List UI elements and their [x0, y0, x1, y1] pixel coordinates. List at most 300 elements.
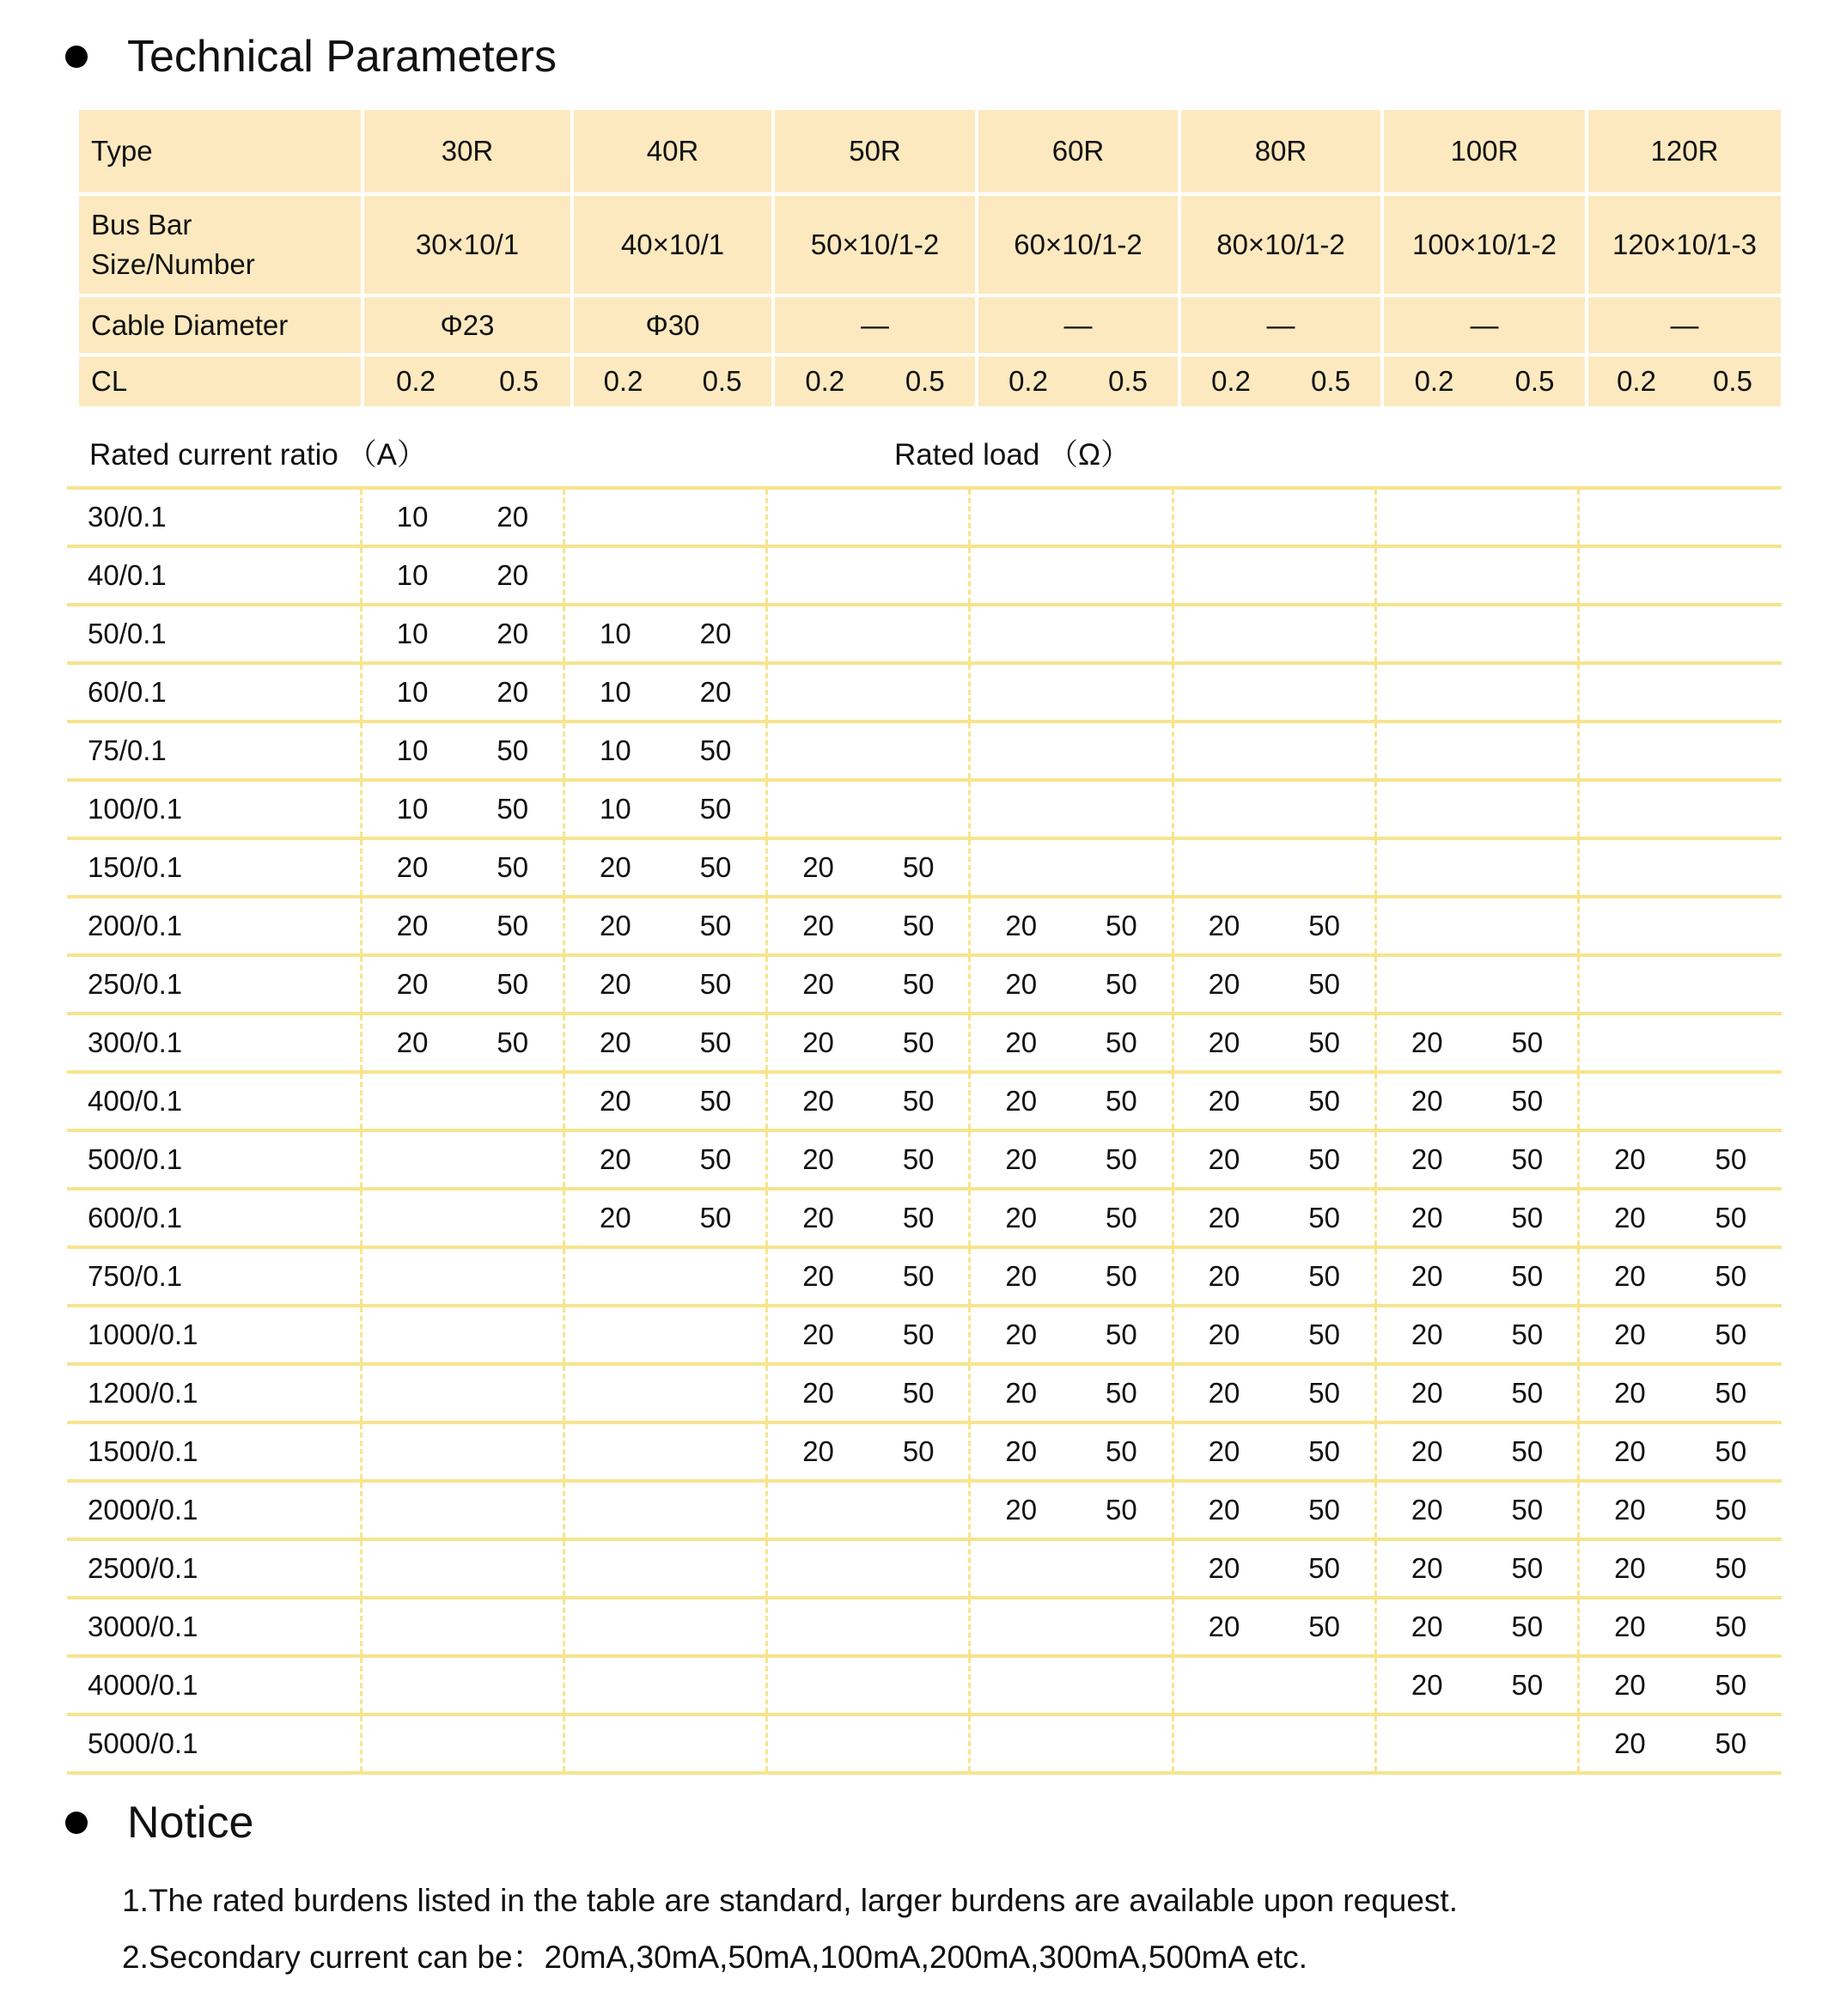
- cl-value: 0.5: [1713, 365, 1752, 397]
- load-cell: [1071, 780, 1173, 838]
- load-cell: [1375, 663, 1477, 722]
- load-cell: [1071, 1715, 1173, 1773]
- cl-label: CL: [77, 355, 363, 408]
- load-cell: 50: [1478, 1422, 1579, 1481]
- cl-value: 0.5: [905, 365, 945, 397]
- load-cell: [1274, 605, 1375, 663]
- load-cell: 10: [361, 605, 462, 663]
- load-cell: [1173, 838, 1274, 897]
- load-cell: [361, 1189, 462, 1247]
- load-cell: [1579, 546, 1680, 605]
- busbar-label-line2: Size/Number: [91, 248, 255, 280]
- load-cell: 20: [970, 1422, 1071, 1481]
- cl-row: [77, 355, 1782, 408]
- cl-value: 0.2: [1008, 365, 1048, 397]
- load-cell: [1173, 488, 1274, 546]
- load-cell: [1071, 1656, 1173, 1715]
- ratio-cell: 300/0.1: [67, 1014, 361, 1072]
- load-cell: 50: [1274, 1422, 1375, 1481]
- load-cell: [1478, 780, 1579, 838]
- load-cell: [970, 605, 1071, 663]
- load-cell: [1579, 488, 1680, 546]
- load-cell: 20: [970, 897, 1071, 955]
- load-cell: 50: [1680, 1656, 1782, 1715]
- load-cell: 20: [1173, 1189, 1274, 1247]
- ratio-cell: 150/0.1: [67, 838, 361, 897]
- cl-value: 0.2: [1617, 365, 1656, 397]
- load-cell: 20: [1579, 1715, 1680, 1773]
- table-row: [67, 1715, 1782, 1773]
- ratio-cell: 1000/0.1: [67, 1306, 361, 1364]
- load-cell: 50: [1274, 1189, 1375, 1247]
- load-cell: [1274, 722, 1375, 780]
- load-cell: 50: [1274, 1072, 1375, 1130]
- load-cell: [970, 1598, 1071, 1656]
- notice-heading: [65, 1797, 253, 1849]
- load-cell: [1071, 1598, 1173, 1656]
- load-cell: 50: [1680, 1306, 1782, 1364]
- cl-cell: [1382, 355, 1587, 408]
- cl-cell: [1587, 355, 1782, 408]
- cable-cell: Φ23: [363, 295, 572, 355]
- ratio-cell: 30/0.1: [67, 488, 361, 546]
- cl-value: 0.2: [805, 365, 845, 397]
- cable-cell: —: [1382, 295, 1587, 355]
- load-cell: [970, 663, 1071, 722]
- load-cell: [1680, 838, 1782, 897]
- load-cell: 20: [1173, 1306, 1274, 1364]
- load-cell: [1478, 897, 1579, 955]
- load-cell: [564, 1598, 666, 1656]
- load-cell: [1680, 955, 1782, 1014]
- load-cell: [1680, 722, 1782, 780]
- load-cell: 20: [666, 663, 767, 722]
- load-cell: [1680, 1072, 1782, 1130]
- load-cell: [1478, 546, 1579, 605]
- load-cell: 50: [868, 1014, 970, 1072]
- cl-value: 0.2: [1211, 365, 1251, 397]
- busbar-cell: 120×10/1-3: [1587, 194, 1782, 295]
- technical-parameters-heading: [65, 31, 557, 82]
- table-row: [67, 1481, 1782, 1539]
- load-cell: [970, 780, 1071, 838]
- load-cell: [1071, 1539, 1173, 1598]
- type-cell: 40R: [572, 108, 773, 194]
- table-row: [67, 546, 1782, 605]
- load-cell: [462, 1481, 564, 1539]
- load-cell: 50: [1071, 1422, 1173, 1481]
- load-cell: 50: [1071, 1247, 1173, 1306]
- cable-row: [77, 295, 1782, 355]
- load-cell: [361, 1072, 462, 1130]
- load-cell: 50: [462, 955, 564, 1014]
- load-cell: 20: [970, 1072, 1071, 1130]
- load-cell: [1173, 722, 1274, 780]
- cable-cell: Φ30: [572, 295, 773, 355]
- load-cell: 50: [666, 1189, 767, 1247]
- load-cell: [970, 722, 1071, 780]
- load-cell: 50: [1478, 1481, 1579, 1539]
- load-cell: [666, 1715, 767, 1773]
- load-cell: 20: [564, 1189, 666, 1247]
- load-cell: [462, 1539, 564, 1598]
- load-cell: 50: [1071, 1072, 1173, 1130]
- load-cell: 20: [1579, 1656, 1680, 1715]
- load-cell: 50: [1478, 1598, 1579, 1656]
- load-cell: [767, 1598, 868, 1656]
- load-cell: 20: [462, 605, 564, 663]
- section-title: Notice: [127, 1798, 254, 1848]
- load-cell: [1375, 1715, 1477, 1773]
- load-cell: [868, 722, 970, 780]
- cable-cell: —: [1179, 295, 1382, 355]
- load-cell: 20: [767, 838, 868, 897]
- ratio-cell: 1500/0.1: [67, 1422, 361, 1481]
- load-cell: [970, 838, 1071, 897]
- type-cell: 60R: [977, 108, 1179, 194]
- load-cell: 50: [1478, 1306, 1579, 1364]
- cl-cell: [977, 355, 1179, 408]
- load-cell: [1579, 897, 1680, 955]
- type-cell: 80R: [1179, 108, 1382, 194]
- load-cell: [1173, 1656, 1274, 1715]
- load-cell: [1375, 838, 1477, 897]
- load-cell: [462, 1130, 564, 1189]
- cl-value: 0.5: [1311, 365, 1350, 397]
- load-cell: [462, 1364, 564, 1422]
- table-row: [67, 1247, 1782, 1306]
- load-cell: 20: [970, 1130, 1071, 1189]
- load-cell: 50: [1680, 1364, 1782, 1422]
- load-cell: 50: [462, 780, 564, 838]
- ratio-cell: 100/0.1: [67, 780, 361, 838]
- load-cell: [1071, 722, 1173, 780]
- load-cell: 20: [767, 1364, 868, 1422]
- load-cell: [868, 1715, 970, 1773]
- load-cell: [1274, 838, 1375, 897]
- table-row: [67, 1130, 1782, 1189]
- rated-load-table: [67, 486, 1782, 1775]
- load-cell: 50: [666, 1072, 767, 1130]
- load-cell: 20: [666, 605, 767, 663]
- load-cell: 50: [868, 1247, 970, 1306]
- load-cell: [361, 1306, 462, 1364]
- load-cell: [666, 1481, 767, 1539]
- load-cell: [1579, 1072, 1680, 1130]
- load-cell: 50: [1680, 1130, 1782, 1189]
- table-row: [67, 1539, 1782, 1598]
- cl-cell: [363, 355, 572, 408]
- table-row: [67, 605, 1782, 663]
- cl-value: 0.2: [603, 365, 643, 397]
- load-cell: [970, 488, 1071, 546]
- load-cell: 20: [1375, 1306, 1477, 1364]
- notice-list: [122, 1873, 1458, 1986]
- load-cell: 20: [970, 1306, 1071, 1364]
- load-cell: 50: [666, 1130, 767, 1189]
- spec-table: [76, 107, 1784, 410]
- load-cell: 20: [1173, 897, 1274, 955]
- cable-cell: —: [977, 295, 1179, 355]
- load-cell: [1274, 1656, 1375, 1715]
- load-cell: [666, 1306, 767, 1364]
- table-row: [67, 1072, 1782, 1130]
- load-cell: 20: [970, 1247, 1071, 1306]
- load-cell: 50: [666, 897, 767, 955]
- load-cell: 50: [868, 955, 970, 1014]
- load-cell: 20: [1173, 1481, 1274, 1539]
- bullet-icon: [65, 46, 88, 68]
- load-cell: [1071, 663, 1173, 722]
- load-cell: 50: [1478, 1189, 1579, 1247]
- load-cell: [1579, 663, 1680, 722]
- load-column-header: Rated load （Ω）: [894, 438, 1131, 472]
- section-title: Technical Parameters: [127, 32, 557, 82]
- load-cell: 20: [1375, 1130, 1477, 1189]
- load-cell: [361, 1364, 462, 1422]
- load-cell: 20: [1173, 1130, 1274, 1189]
- load-cell: 50: [666, 838, 767, 897]
- load-cell: [767, 546, 868, 605]
- ratio-cell: 1200/0.1: [67, 1364, 361, 1422]
- load-cell: [868, 1656, 970, 1715]
- load-cell: [462, 1306, 564, 1364]
- load-cell: 50: [868, 1130, 970, 1189]
- load-cell: [1680, 780, 1782, 838]
- cl-value: 0.2: [1414, 365, 1454, 397]
- cl-cell: [572, 355, 773, 408]
- load-cell: 20: [1173, 1072, 1274, 1130]
- ratio-cell: 3000/0.1: [67, 1598, 361, 1656]
- ratio-cell: 600/0.1: [67, 1189, 361, 1247]
- load-cell: 20: [1579, 1189, 1680, 1247]
- type-cell: 120R: [1587, 108, 1782, 194]
- load-cell: 20: [1579, 1422, 1680, 1481]
- load-cell: 10: [361, 546, 462, 605]
- load-cell: 50: [1071, 1306, 1173, 1364]
- load-cell: 20: [767, 1422, 868, 1481]
- load-cell: 10: [361, 488, 462, 546]
- load-cell: [564, 546, 666, 605]
- load-cell: 20: [361, 897, 462, 955]
- load-cell: [361, 1598, 462, 1656]
- load-cell: [767, 663, 868, 722]
- table-row: [67, 722, 1782, 780]
- load-cell: [1478, 722, 1579, 780]
- load-cell: 10: [361, 722, 462, 780]
- load-cell: 10: [564, 605, 666, 663]
- table-row: [67, 780, 1782, 838]
- load-cell: [361, 1247, 462, 1306]
- load-cell: [868, 546, 970, 605]
- load-cell: 20: [970, 955, 1071, 1014]
- cl-value: 0.5: [1108, 365, 1148, 397]
- load-cell: 50: [1274, 1598, 1375, 1656]
- load-cell: 20: [1173, 1014, 1274, 1072]
- load-cell: 50: [1274, 1539, 1375, 1598]
- load-cell: 50: [462, 838, 564, 897]
- load-cell: 50: [1478, 1014, 1579, 1072]
- busbar-cell: 40×10/1: [572, 194, 773, 295]
- ratio-cell: 4000/0.1: [67, 1656, 361, 1715]
- load-cell: 50: [1274, 955, 1375, 1014]
- load-cell: [564, 1539, 666, 1598]
- load-cell: 20: [767, 1189, 868, 1247]
- load-cell: 50: [868, 1306, 970, 1364]
- load-cell: 50: [868, 838, 970, 897]
- load-cell: 20: [1375, 1539, 1477, 1598]
- load-cell: 20: [564, 838, 666, 897]
- load-cell: [564, 1247, 666, 1306]
- load-cell: 50: [1478, 1656, 1579, 1715]
- load-cell: [767, 722, 868, 780]
- load-cell: 50: [1680, 1539, 1782, 1598]
- load-cell: [666, 546, 767, 605]
- load-cell: 20: [564, 897, 666, 955]
- load-cell: 50: [1680, 1598, 1782, 1656]
- busbar-cell: 80×10/1-2: [1179, 194, 1382, 295]
- load-cell: [1071, 838, 1173, 897]
- load-cell: 20: [767, 955, 868, 1014]
- load-cell: 20: [970, 1481, 1071, 1539]
- load-cell: 20: [1173, 1422, 1274, 1481]
- load-cell: 20: [1375, 1598, 1477, 1656]
- load-cell: [1680, 897, 1782, 955]
- notice-item: 2.Secondary current can be：20mA,30mA,50mA,100mA,200mA,300mA,500mA etc.: [122, 1940, 1308, 1975]
- table-row: [67, 838, 1782, 897]
- load-cell: [1478, 605, 1579, 663]
- load-cell: 20: [1173, 955, 1274, 1014]
- load-cell: 50: [1274, 1364, 1375, 1422]
- load-cell: 20: [564, 1072, 666, 1130]
- table-row: [67, 1306, 1782, 1364]
- table-row: [67, 897, 1782, 955]
- cl-value: 0.5: [499, 365, 539, 397]
- load-cell: 50: [1680, 1422, 1782, 1481]
- load-cell: [1173, 663, 1274, 722]
- load-cell: [1375, 605, 1477, 663]
- load-cell: [564, 1481, 666, 1539]
- ratio-cell: 2500/0.1: [67, 1539, 361, 1598]
- load-cell: [666, 1422, 767, 1481]
- load-cell: 50: [1680, 1481, 1782, 1539]
- load-cell: 20: [1375, 1422, 1477, 1481]
- load-cell: 20: [462, 546, 564, 605]
- load-cell: 50: [1478, 1072, 1579, 1130]
- load-cell: 50: [462, 1014, 564, 1072]
- table-row: [67, 1656, 1782, 1715]
- load-cell: [666, 1539, 767, 1598]
- load-cell: 20: [1579, 1364, 1680, 1422]
- ratio-cell: 500/0.1: [67, 1130, 361, 1189]
- load-cell: [1375, 897, 1477, 955]
- load-cell: 20: [1579, 1481, 1680, 1539]
- load-cell: 20: [1579, 1247, 1680, 1306]
- load-cell: [564, 1715, 666, 1773]
- load-cell: 20: [361, 1014, 462, 1072]
- load-cell: 50: [1071, 955, 1173, 1014]
- notice-item: 1.The rated burdens listed in the table are standard, larger burdens are available upon request.: [122, 1883, 1458, 1918]
- ratio-column-header: Rated current ratio （A）: [89, 438, 427, 472]
- load-cell: [666, 1656, 767, 1715]
- ratio-cell: 50/0.1: [67, 605, 361, 663]
- cl-value: 0.2: [396, 365, 436, 397]
- load-cell: [1579, 780, 1680, 838]
- load-cell: 20: [970, 1014, 1071, 1072]
- table-row: [67, 955, 1782, 1014]
- load-cell: 50: [666, 722, 767, 780]
- cable-label: Cable Diameter: [77, 295, 363, 355]
- load-cell: 20: [970, 1189, 1071, 1247]
- load-cell: [868, 605, 970, 663]
- load-cell: [868, 488, 970, 546]
- cl-cell: [773, 355, 977, 408]
- load-cell: 20: [767, 1072, 868, 1130]
- table-row: [67, 1598, 1782, 1656]
- busbar-cell: 60×10/1-2: [977, 194, 1179, 295]
- load-cell: 50: [1274, 1306, 1375, 1364]
- load-cell: 50: [868, 897, 970, 955]
- load-cell: [361, 1130, 462, 1189]
- ratio-cell: 400/0.1: [67, 1072, 361, 1130]
- type-label: Type: [77, 108, 363, 194]
- load-cell: 20: [361, 955, 462, 1014]
- load-cell: [1071, 546, 1173, 605]
- load-cell: 20: [1579, 1306, 1680, 1364]
- load-cell: 50: [1071, 1364, 1173, 1422]
- load-cell: 50: [462, 722, 564, 780]
- load-cell: [868, 663, 970, 722]
- load-cell: [666, 1247, 767, 1306]
- busbar-cell: 50×10/1-2: [773, 194, 977, 295]
- load-cell: [1680, 663, 1782, 722]
- load-cell: [361, 1656, 462, 1715]
- load-cell: 50: [1071, 1014, 1173, 1072]
- busbar-label-line1: Bus Bar: [91, 209, 192, 241]
- load-cell: [462, 1715, 564, 1773]
- load-cell: 50: [868, 1422, 970, 1481]
- load-cell: 50: [666, 955, 767, 1014]
- load-cell: [1071, 488, 1173, 546]
- load-cell: 50: [1478, 1247, 1579, 1306]
- load-cell: 20: [1579, 1598, 1680, 1656]
- table-row: [67, 488, 1782, 546]
- load-cell: 50: [868, 1189, 970, 1247]
- load-cell: 50: [868, 1364, 970, 1422]
- load-cell: 20: [1375, 1014, 1477, 1072]
- load-cell: [1680, 488, 1782, 546]
- load-cell: [1173, 546, 1274, 605]
- ratio-cell: 2000/0.1: [67, 1481, 361, 1539]
- load-cell: [1680, 1014, 1782, 1072]
- ratio-cell: 250/0.1: [67, 955, 361, 1014]
- type-cell: 100R: [1382, 108, 1587, 194]
- load-cell: 10: [361, 663, 462, 722]
- load-cell: [1478, 488, 1579, 546]
- table-row: [67, 1189, 1782, 1247]
- bullet-icon: [65, 1812, 88, 1834]
- load-cell: 50: [1274, 1481, 1375, 1539]
- load-header-row: [76, 409, 1781, 486]
- load-cell: 20: [767, 897, 868, 955]
- load-cell: [564, 1422, 666, 1481]
- load-cell: 20: [1579, 1539, 1680, 1598]
- ratio-cell: 5000/0.1: [67, 1715, 361, 1773]
- load-cell: [462, 1247, 564, 1306]
- load-cell: [1478, 955, 1579, 1014]
- load-cell: [868, 1598, 970, 1656]
- load-cell: [666, 1364, 767, 1422]
